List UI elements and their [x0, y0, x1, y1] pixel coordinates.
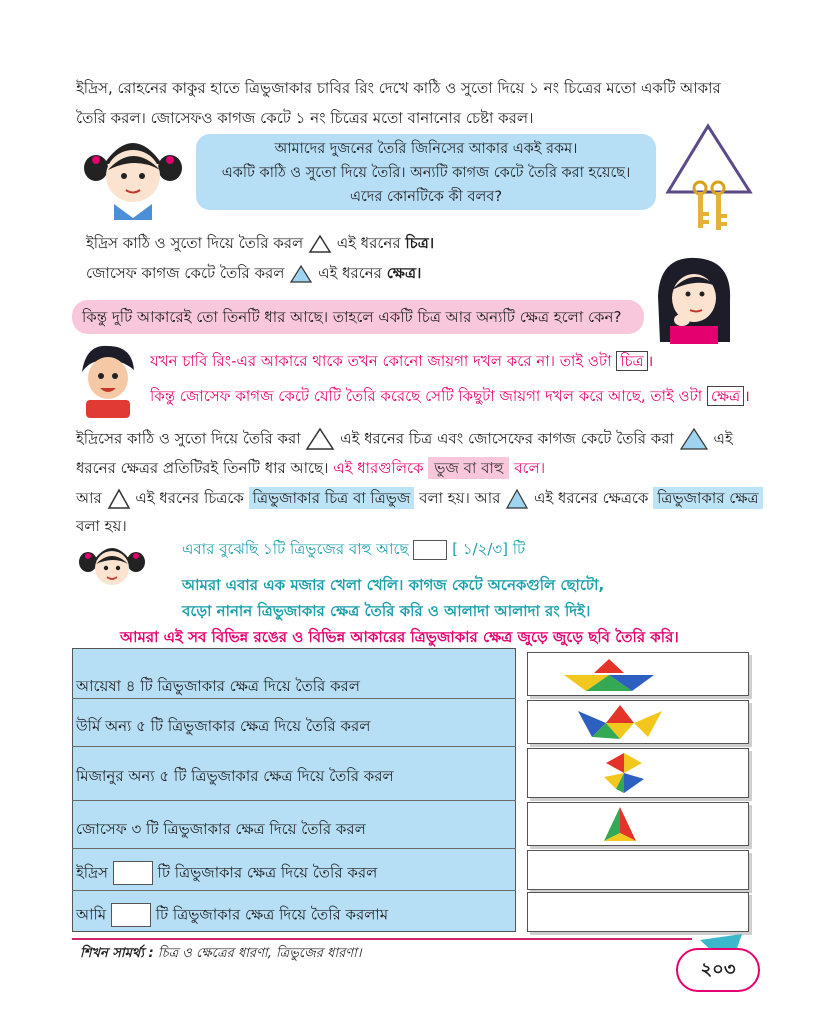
design-cell-1 [527, 652, 749, 696]
table-row-5-label [76, 861, 377, 885]
idris-statement [86, 232, 434, 254]
explain-p3d: বলা হয়। আর [419, 489, 501, 507]
answer-line-2-text: কিন্তু জোসেফ কাগজ কেটে যেটি তৈরি করেছে সেটি কিছুটা জায়গা দখল করে আছে, তাই ওটা [150, 387, 703, 405]
learning-outcome [80, 944, 362, 965]
intro-line-2: তৈরি করল। জোসেফও কাগজ কেটে ১ নং চিত্রের মতো বানানোর চেষ্টা করল। [76, 109, 534, 127]
girl-illustration [76, 128, 188, 220]
answer-box-kshetra: ক্ষেত্র [707, 386, 744, 406]
table-row-6-text: টি ত্রিভুজাকার ক্ষেত্র দিয়ে তৈরি করলাম [155, 905, 389, 924]
thinking-girl-illustration [650, 256, 734, 344]
triangle-pinwheel-design [528, 749, 748, 797]
explain-p3e: এই ধরনের ক্ষেত্রকে [533, 489, 649, 507]
joseph-statement [86, 262, 421, 284]
answer-line-2 [150, 385, 750, 407]
count-input-box[interactable] [111, 903, 151, 927]
learning-outcome-text: চিত্র ও ক্ষেত্রের ধারণা, ত্রিভুজের ধারণা। [157, 946, 362, 961]
idris-statement-text: ইদ্রিস কাঠি ও সুতো দিয়ে তৈরি করল [86, 234, 304, 252]
answer-line-1-end: । [647, 352, 654, 370]
table-row-2-label: উর্মি অন্য ৫ টি ত্রিভুজাকার ক্ষেত্র দিয়ে তৈরি করল [76, 717, 371, 735]
triangle-star-design [528, 701, 748, 743]
table-row-5-name: ইদ্রিস [76, 863, 108, 882]
idris-statement-term: চিত্র। [405, 234, 435, 252]
answer-line-2-end: । [744, 387, 750, 405]
triangle-outline-icon [305, 427, 335, 451]
table-divider [72, 746, 516, 747]
explain-p3a: আর [76, 489, 102, 507]
table-row-6-label [76, 903, 388, 927]
triangle-keyring-illustration [662, 120, 758, 236]
design-cell-5[interactable] [527, 850, 749, 890]
girl-line-1 [182, 538, 525, 560]
explain-line-2 [76, 457, 545, 479]
small-girl-illustration [76, 540, 148, 590]
intro-line-1: ইদ্রিস, রোহনের কাকুর হাতে ত্রিভুজাকার চাবির রিং দেখে কাঠি ও সুতো দিয়ে ১ নং চিত্রের মতো একটি আকার [76, 79, 721, 97]
explain-line-4: বলা হয়। [76, 517, 127, 535]
answer-blank-box[interactable] [413, 540, 447, 560]
table-row-4-label: জোসেফ ৩ টি ত্রিভুজাকার ক্ষেত্র দিয়ে তৈরি করল [76, 820, 366, 838]
table-divider [72, 800, 516, 801]
page-number: ২০৩ [676, 948, 760, 992]
joseph-statement-text: জোসেফ কাগজ কেটে তৈরি করল [86, 264, 285, 282]
table-divider [72, 848, 516, 849]
triangle-filled-icon [289, 264, 313, 284]
highlight-triangle-figure: ত্রিভুজাকার চিত্র বা ত্রিভুজ [249, 487, 415, 509]
boy-illustration [76, 344, 138, 418]
explain-p2a: ধরনের ক্ষেত্রর প্রতিটিরই তিনটি ধার আছে। [76, 459, 329, 477]
girl-line-1-options: [ ১/২/৩] টি [452, 540, 526, 558]
explain-line-1 [76, 427, 733, 451]
table-row-1-label: আয়েষা ৪ টি ত্রিভুজাকার ক্ষেত্র দিয়ে তৈরি করল [76, 677, 360, 695]
triangle-outline-icon [107, 488, 131, 510]
design-cell-6[interactable] [527, 892, 749, 932]
bubble-line-3: এদের কোনটিকে কী বলব? [349, 189, 503, 205]
design-cell-2 [527, 700, 749, 744]
learning-outcome-label: শিখন সামর্থ্য : [80, 946, 154, 961]
girl-line-1-text: এবার বুঝেছি ১টি ত্রিভুজের বাহু আছে [182, 540, 409, 558]
table-row-6-name: আমি [76, 905, 107, 924]
activity-heading: আমরা এই সব বিভিন্ন রঙের ও বিভিন্ন আকারের ত্রিভুজাকার ক্ষেত্র জুড়ে জুড়ে ছবি তৈরি করি। [120, 628, 679, 646]
triangle-outline-icon [308, 234, 332, 254]
count-input-box[interactable] [113, 861, 153, 885]
table-row-3-label: মিজানুর অন্য ৫ টি ত্রিভুজাকার ক্ষেত্র দিয়ে তৈরি করল [76, 767, 394, 785]
explain-p2b: এই ধারগুলিকে [333, 459, 424, 477]
explain-p1a: ইদ্রিসের কাঠি ও সুতো দিয়ে তৈরি করা [76, 429, 301, 448]
bubble-line-2: একটি কাঠি ও সুতো দিয়ে তৈরি। অন্যটি কাগজ কেটে তৈরি করা হয়েছে। [221, 165, 631, 181]
triangle-three-part-design [528, 803, 748, 845]
joseph-statement-type: এই ধরনের [318, 264, 382, 282]
question-banner: কিন্তু দুটি আকারেই তো তিনটি ধার আছে। তাহলে একটি চিত্র আর অন্যটি ক্ষেত্র হলো কেন? [72, 300, 644, 334]
triangle-filled-icon [505, 488, 529, 510]
triangle-boat-design [528, 653, 748, 695]
explain-p2d: বলে। [514, 459, 546, 477]
footer-divider [72, 938, 692, 940]
design-cell-3 [527, 748, 749, 798]
table-divider [72, 698, 516, 699]
answer-line-1 [150, 350, 653, 372]
speech-bubble [196, 134, 656, 210]
answer-box-chitra: চিত্র [616, 351, 647, 371]
answer-line-1-text: যখন চাবি রিং-এর আকারে থাকে তখন কোনো জায়গা দখল করে না। তাই ওটা [150, 352, 612, 370]
table-row-5-text: টি ত্রিভুজাকার ক্ষেত্র দিয়ে তৈরি করল [157, 863, 378, 882]
idris-statement-type: এই ধরনের [336, 234, 401, 252]
explain-p3b: এই ধরনের চিত্রকে [135, 489, 244, 507]
bubble-line-1: আমাদের দুজনের তৈরি জিনিসের আকার একই রকম। [274, 141, 578, 157]
joseph-statement-term: ক্ষেত্র। [386, 264, 422, 282]
highlight-bhuj-bahu: ভুজ বা বাহু [428, 457, 509, 479]
explain-p1c: এই [713, 429, 733, 448]
triangle-filled-icon [679, 427, 709, 451]
girl-line-3: বড়ো নানান ত্রিভুজাকার ক্ষেত্র তৈরি করি ও আলাদা আলাদা রং দিই। [182, 602, 591, 620]
highlight-triangle-region: ত্রিভুজাকার ক্ষেত্র [653, 487, 762, 509]
design-cell-4 [527, 802, 749, 846]
table-divider [72, 890, 516, 891]
explain-line-3 [76, 487, 763, 510]
girl-line-2: আমরা এবার এক মজার খেলা খেলি। কাগজ কেটে অনেকগুলি ছোটো, [182, 576, 605, 594]
explain-p1b: এই ধরনের চিত্র এবং জোসেফের কাগজ কেটে তৈরি করা [340, 429, 674, 448]
